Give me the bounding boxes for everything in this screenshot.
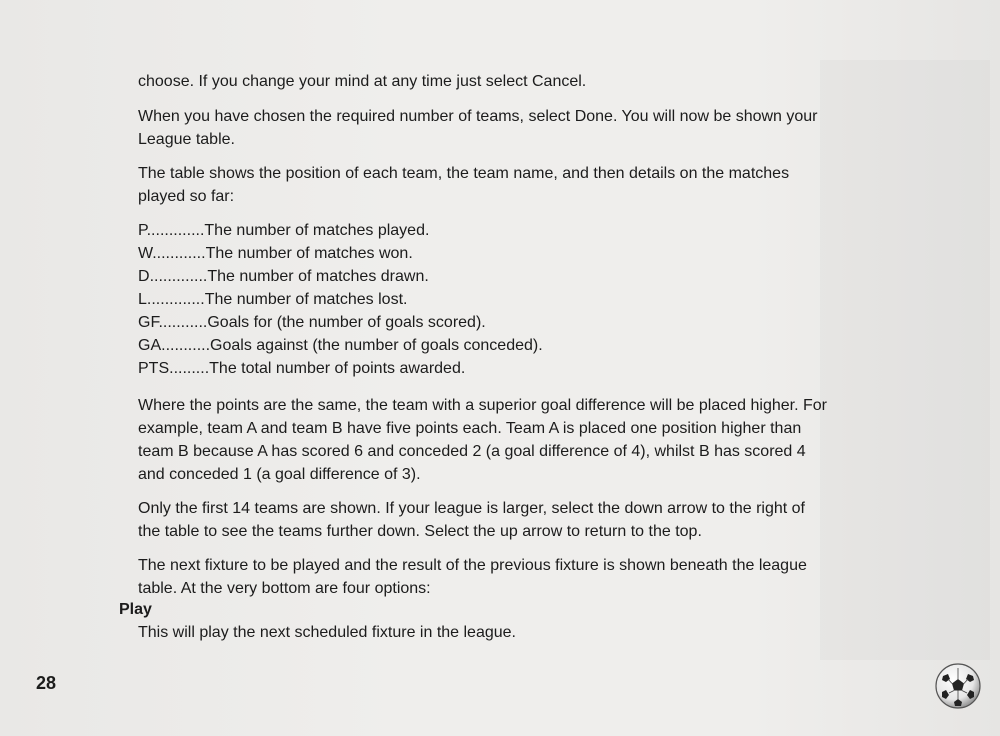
definition-leader: ............. bbox=[146, 291, 205, 308]
paragraph-done: When you have chosen the required number of teams, select Done. You will now be shown your League table. bbox=[138, 108, 818, 148]
page-number: 28 bbox=[36, 673, 57, 693]
definition-term: L bbox=[138, 291, 147, 308]
definition-leader: ............. bbox=[149, 268, 208, 285]
definition-row bbox=[138, 311, 828, 334]
definition-row bbox=[138, 357, 828, 380]
bleed-through-shadow bbox=[820, 60, 990, 660]
definition-text: The number of matches lost. bbox=[204, 291, 408, 308]
definition-term: W bbox=[138, 245, 153, 262]
definition-leader: ......... bbox=[169, 360, 210, 377]
definition-term: GF bbox=[138, 314, 159, 331]
definition-term: GA bbox=[138, 337, 162, 354]
paragraph-cancel: choose. If you change your mind at any time just select Cancel. bbox=[138, 73, 587, 90]
definition-row bbox=[138, 219, 828, 242]
paragraph-scroll-arrows: Only the first 14 teams are shown. If your league is larger, select the down arrow to the right of the table to see the teams further down. Select the up arrow to return to the top. bbox=[138, 500, 805, 540]
column-definitions bbox=[138, 219, 828, 380]
definition-text: The number of matches drawn. bbox=[207, 268, 429, 285]
football-icon bbox=[934, 662, 982, 710]
paragraph-fixtures: The next fixture to be played and the result of the previous fixture is shown beneath the league table. At the very bottom are four options: bbox=[138, 557, 807, 597]
definition-leader: ............ bbox=[152, 245, 206, 262]
definition-text: Goals against (the number of goals conceded). bbox=[210, 337, 543, 354]
definition-row bbox=[138, 242, 828, 265]
body-text bbox=[138, 70, 828, 611]
definition-leader: ........... bbox=[161, 337, 211, 354]
definition-term: P bbox=[138, 222, 147, 239]
section-body-play: This will play the next scheduled fixture in the league. bbox=[138, 624, 516, 641]
definition-term: PTS bbox=[138, 360, 170, 377]
definition-text: The total number of points awarded. bbox=[209, 360, 466, 377]
definition-text: The number of matches won. bbox=[205, 245, 413, 262]
definition-row bbox=[138, 288, 828, 311]
paragraph-table-intro: The table shows the position of each team, the team name, and then details on the matches played so far: bbox=[138, 165, 790, 205]
definition-row bbox=[138, 265, 828, 288]
paragraph-goal-difference: Where the points are the same, the team with a superior goal difference will be placed higher. For example, team A and team B have five points each. Team A is placed one position higher than team B because A has scored 6 and conceded 2 (a goal difference of 4), whilst B has scored 4 and conceded 1 (a goal difference of 3). bbox=[138, 397, 827, 483]
definition-leader: ........... bbox=[158, 314, 208, 331]
definition-row bbox=[138, 334, 828, 357]
definition-leader: ............. bbox=[146, 222, 205, 239]
section-heading-play: Play bbox=[119, 601, 152, 618]
definition-text: The number of matches played. bbox=[204, 222, 430, 239]
definition-text: Goals for (the number of goals scored). bbox=[207, 314, 486, 331]
definition-term: D bbox=[138, 268, 150, 285]
